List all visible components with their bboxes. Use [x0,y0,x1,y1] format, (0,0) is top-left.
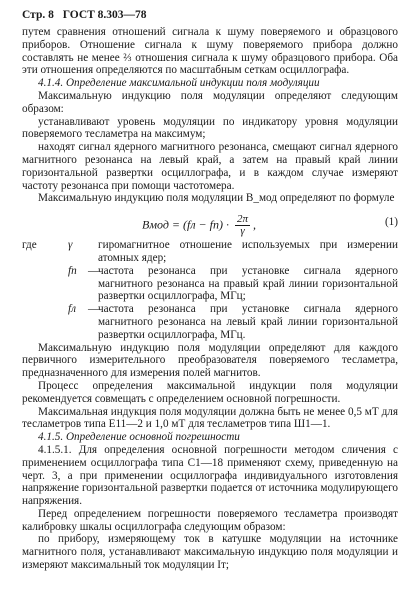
definition-dash: — [88,303,100,316]
paragraph: находят сигнал ядерного магнитного резонанса, смещают сигнал ядерного магнитного резонанса на левый край, а затем на правый край линии горизонтальной развертки осциллографа, и в каждом случае измеряют частоту резонанса при помощи частотомера. [22,141,398,192]
equation-number: (1) [384,216,398,229]
paragraph-continuation: путем сравнения отношений сигнала к шуму поверяемого и образцового приборов. Отношение сигнала к шуму поверяемого прибора должно составлять не менее ⅔ отношения сигнала к шуму образцового прибора. Оба эти отношения определяются по масштабным сеткам осциллографа. [22,26,398,77]
definition-label: где [22,239,37,252]
paragraph: Максимальную индукцию поля модуляции определяют для каждого первичного измерительного преобразователя поверяемого тесламетра, предназначенного для измерения полей магнитов. [22,341,398,380]
definition-text: гиромагнитное отношение используемых при измерении атомных ядер; [98,239,398,264]
paragraph: Процесс определения максимальной индукции поля модуляции рекомендуется совмещать с определением основной погрешности. [22,379,398,405]
paragraph: Максимальную индукцию поля модуляции B_мод определяют по формуле [38,192,395,205]
definition-text: частота резонанса при установке сигнала ядерного магнитного резонанса на левый край линии горизонтальной развертки осциллографа, МГц. [98,303,398,341]
page-header [22,9,153,21]
paragraph: Перед определением погрешности поверяемого тесламетра производят калибровку шкалы осциллографа следующим образом: [22,507,398,533]
paragraph: устанавливают уровень модуляции по индикатору уровня модуляции поверяемого тесламетра на максимум; [22,115,398,141]
standard-number: ГОСТ 8.303—78 [62,9,147,21]
definition-symbol: γ [68,239,73,252]
page-number: Стр. 8 [22,9,54,21]
paragraph: 4.1.5.1. Для определения основной погрешности методом сличения с применением осциллографа типа С1—18 применяют схему, приведенную на черт. 3, а при применении осциллографа индивидуального изготовления напряжение горизонтальной развертки подается от источника модулирующего напряжения. [22,443,398,508]
formula-expression [142,214,256,237]
formula-1 [22,208,398,236]
paragraph: по прибору, измеряющему ток в катушке модуляции на источнике магнитного поля, устанавливают максимальную индукцию поля модуляции и измеряют максимальный ток модуляции Iт; [22,533,398,572]
definition-item [22,303,398,341]
formula-lhs: Bмод = (fл − fп) · [142,217,229,232]
paragraph: Максимальную индукцию поля модуляции определяют следующим образом: [22,89,398,115]
formula-denominator: γ [240,225,245,238]
definition-item [22,265,398,303]
definition-symbol: fл [68,303,76,316]
definitions-list [22,239,398,341]
definition-label [22,303,68,341]
definition-dash [88,239,98,265]
definition-text: частота резонанса при установке сигнала ядерного магнитного резонанса на правый край линии горизонтальной развертки осциллографа, МГц; [98,264,398,303]
definition-item [22,239,398,265]
definition-dash: — [88,264,100,277]
formula-numerator: 2π [237,213,249,226]
formula-tail: , [253,217,257,232]
definition-symbol: fп [68,264,77,277]
document-body [22,26,398,572]
section-heading-4-1-5: 4.1.5. Определение основной погрешности [38,431,240,444]
definition-label [22,265,68,303]
section-heading-4-1-4: 4.1.4. Определение максимальной индукции поля модуляции [38,77,320,90]
paragraph: Максимальная индукция поля модуляции должна быть не менее 0,5 мТ для тесламетров типа Е11—2 и 1,0 мТ для тесламетров типа Ш1—1. [22,405,398,431]
formula-fraction [235,214,250,237]
